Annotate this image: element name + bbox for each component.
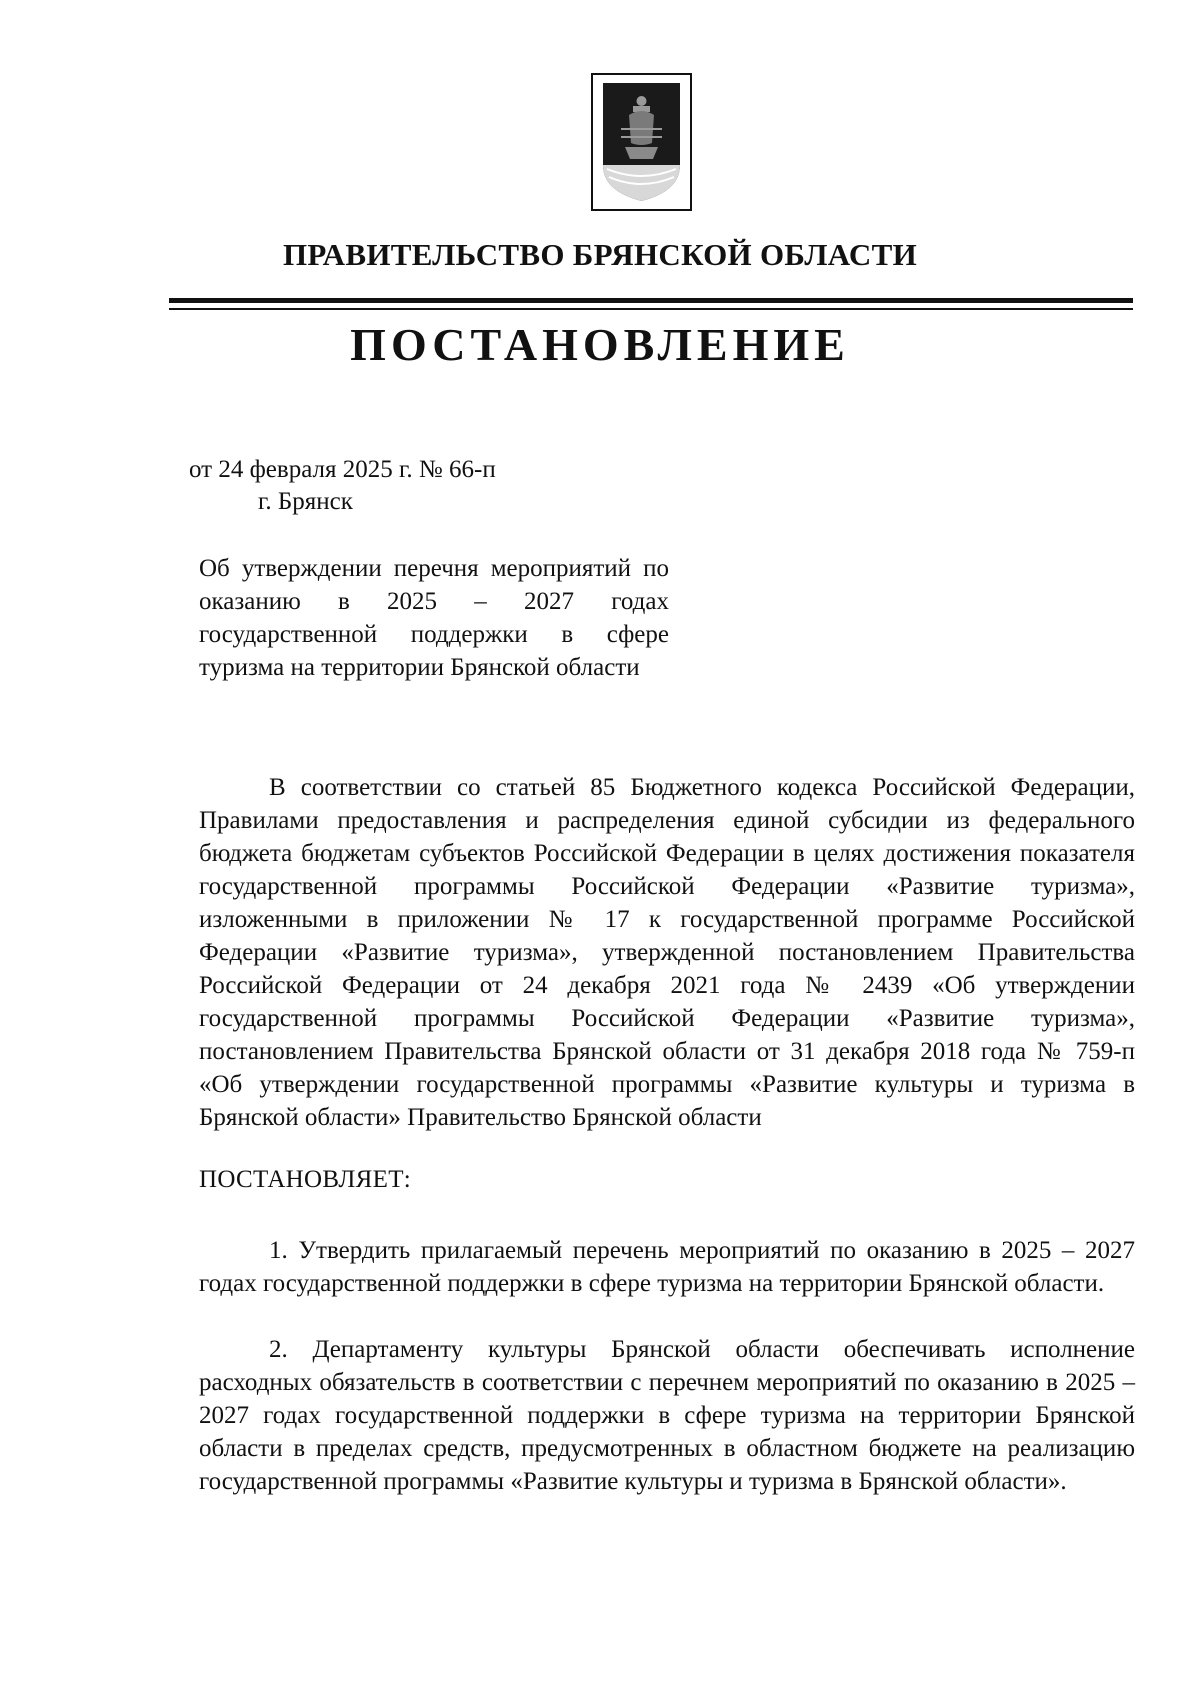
document-subject: Об утверждении перечня мероприятий по оказанию в 2025 – 2027 годах государственной поддержки в сфере туризма на территории Брянской области bbox=[199, 555, 669, 681]
document-type: ПОСТАНОВЛЕНИЕ bbox=[350, 319, 850, 370]
decree-item-1: 1. Утвердить прилагаемый перечень мероприятий по оказанию в 2025 – 2027 годах государственной поддержки в сфере туризма на территории Брянской области. bbox=[199, 1237, 1135, 1297]
city: г. Брянск bbox=[258, 488, 353, 515]
decree-item-2: 2. Департаменту культуры Брянской области обеспечивать исполнение расходных обязательств в соответствии с перечнем мероприятий по оказанию в 2025 – 2027 годах государственной поддержки в сфере туризма на территории Брянской области в пределах средств, предусмотренных в областном бюджете на реализацию государственной программы «Развитие культуры и туризма в Брянской области». bbox=[199, 1336, 1135, 1495]
decree-word: ПОСТАНОВЛЯЕТ: bbox=[199, 1166, 412, 1193]
header-rule-thick bbox=[169, 298, 1133, 303]
preamble-paragraph: В соответствии со статьей 85 Бюджетного кодекса Российской Федерации, Правилами предоставления и распределения единой субсидии из федерального бюджета бюджетам субъектов Российской Федерации в целях достижения показателя государственной программы Российской Федерации «Развитие туризма», изложенными в приложении № 17 к государственной программе Российской Федерации «Развитие туризма», утвержденной постановлением Правительства Российской Федерации от 24 декабря 2021 года № 2439 «Об утверждении государственной программы Российской Федерации «Развитие туризма», постановлением Правительства Брянской области от 31 декабря 2018 года № 759-п «Об утверждении государственной программы «Развитие культуры и туризма в Брянской области» Правительство Брянской области bbox=[199, 774, 1135, 1131]
header-rule-thin bbox=[169, 308, 1133, 310]
coat-of-arms-icon bbox=[591, 73, 692, 211]
date-and-number: от 24 февраля 2025 г. № 66-п bbox=[189, 456, 496, 483]
government-name: ПРАВИТЕЛЬСТВО БРЯНСКОЙ ОБЛАСТИ bbox=[282, 237, 918, 272]
